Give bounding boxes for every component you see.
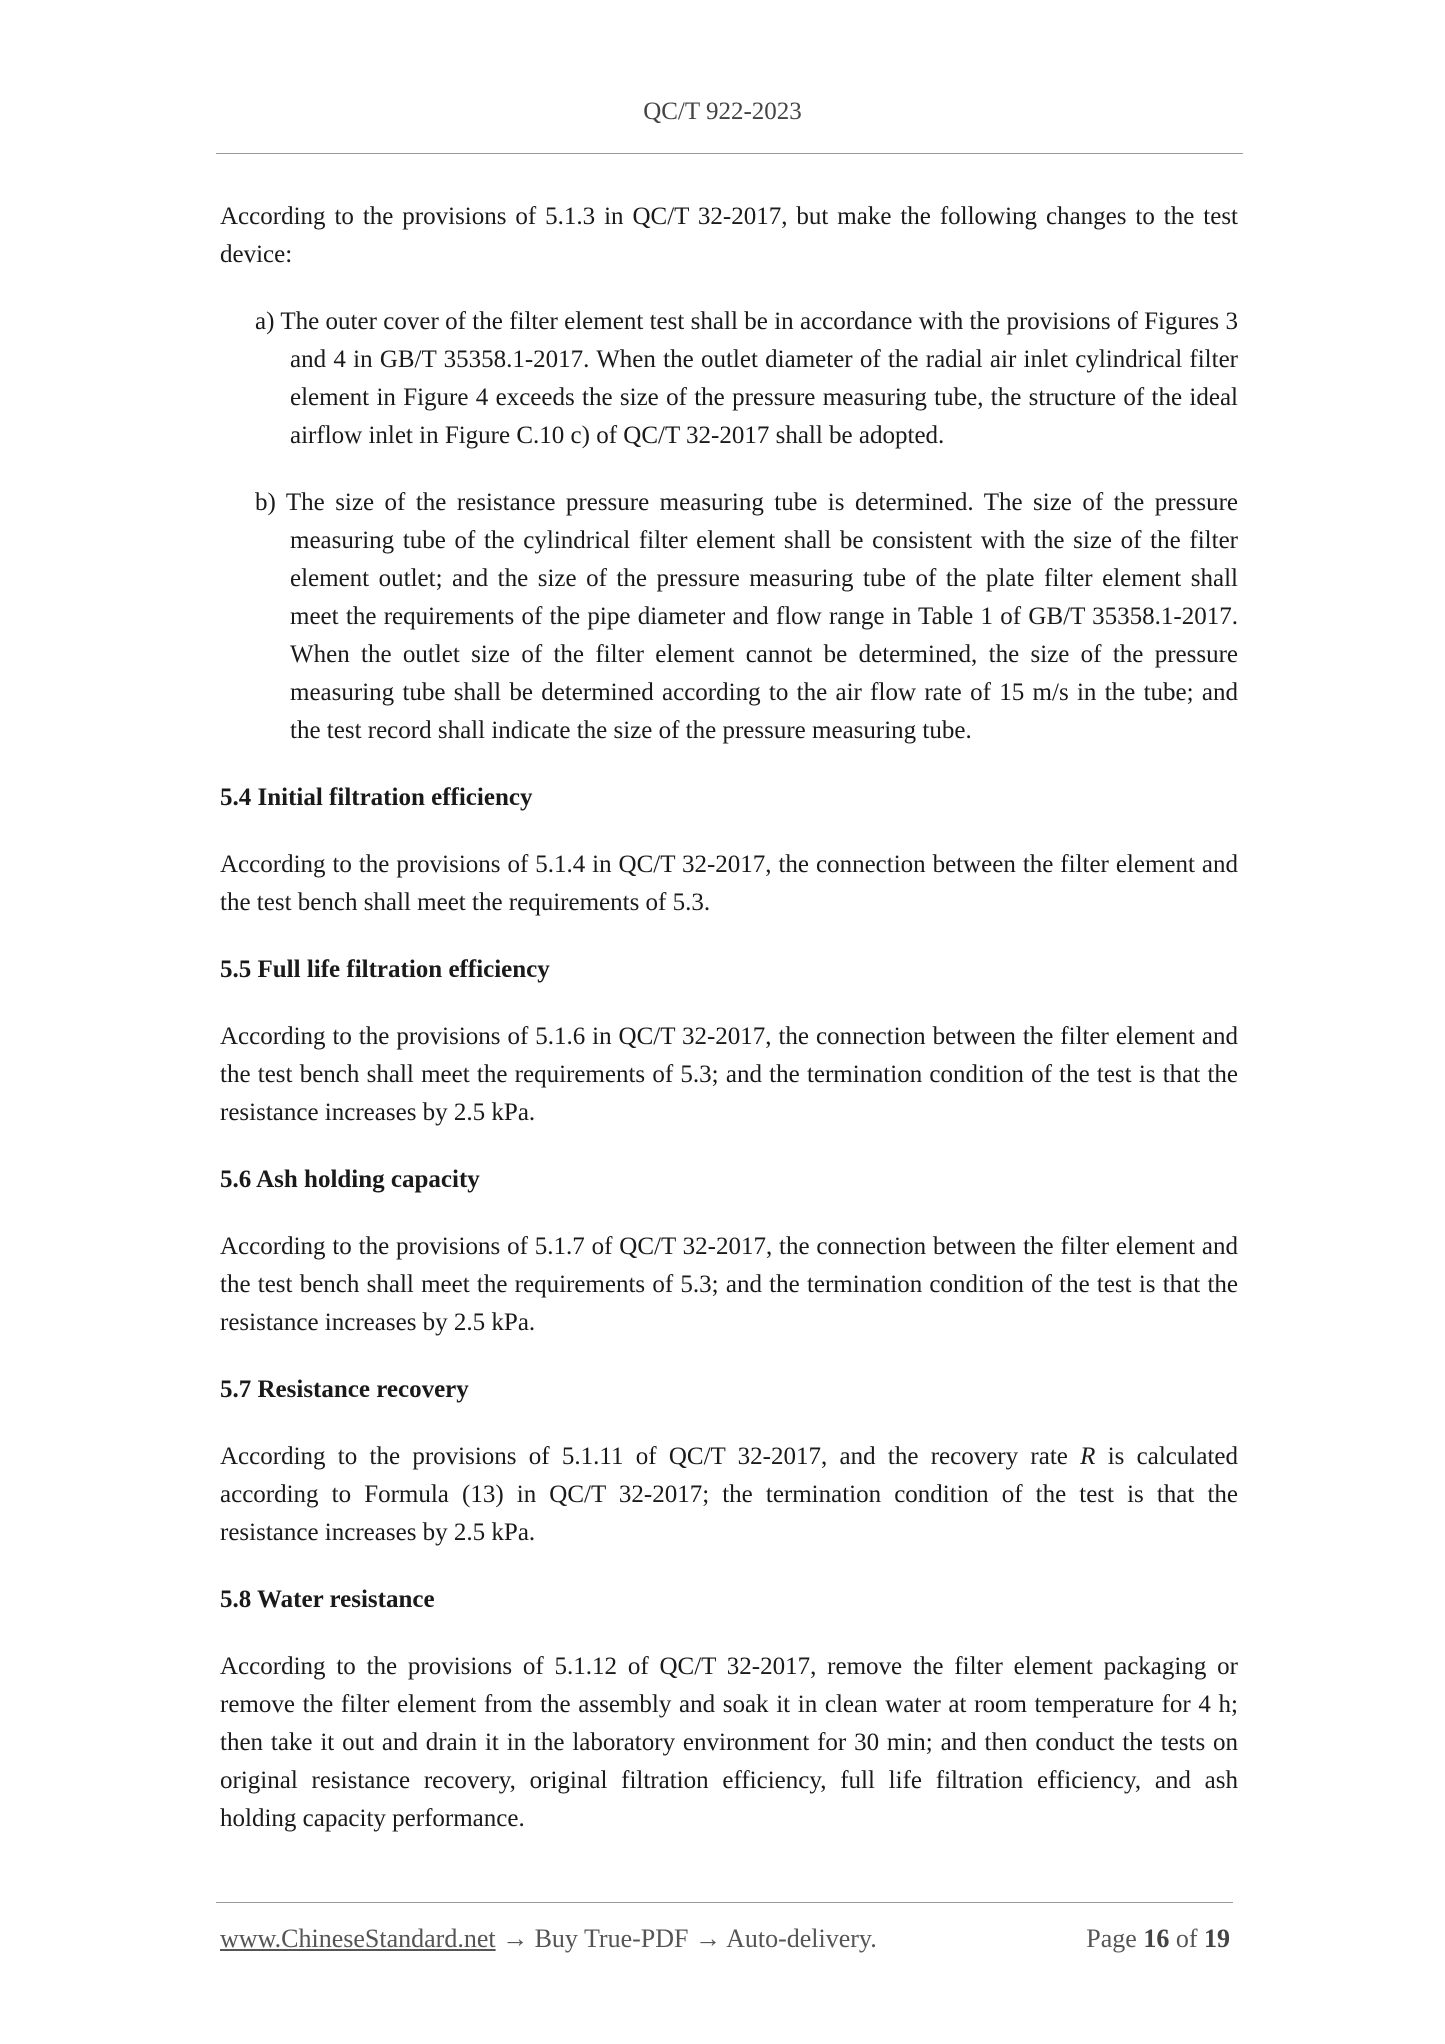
section-body-5-8: According to the provisions of 5.1.12 of QC/T 32-2017, remove the filter element packaging or remove the filter element from the assembly and soak it in clean water at room temperature for 4 h; then take it out and drain it in the laboratory environment for 30 min; and then conduct the tests on original resistance recovery, original filtration efficiency, full life filtration efficiency, and ash holding capacity performance. <box>220 1653 1238 1832</box>
page-word: Page <box>1086 1924 1137 1953</box>
section-body-5-4: According to the provisions of 5.1.4 in QC/T 32-2017, the connection between the filter element and the test bench shall meet the requirements of 5.3. <box>220 851 1238 916</box>
document-body <box>220 198 1238 1867</box>
page-footer <box>220 1924 1230 1954</box>
section-heading-5-4: 5.4 Initial filtration efficiency <box>220 784 533 811</box>
section-body-5-7 <box>220 1438 1238 1552</box>
arrow-icon: → <box>502 1924 529 1953</box>
section-heading-5-7: 5.7 Resistance recovery <box>220 1376 469 1403</box>
list-item-b: b) The size of the resistance pressure measuring tube is determined. The size of the pressure measuring tube of the cylindrical filter element shall be consistent with the size of the filter element outlet; and the size of the pressure measuring tube of the plate filter element shall meet the requirements of the pipe diameter and flow range in Table 1 of GB/T 35358.1-2017. When the outlet size of the filter element cannot be determined, the size of the pressure measuring tube shall be determined according to the air flow rate of 15 m/s in the tube; and the test record shall indicate the size of the pressure measuring tube. <box>255 489 1238 744</box>
total-pages: 19 <box>1204 1924 1230 1953</box>
auto-delivery-text: Auto-delivery. <box>726 1924 877 1953</box>
intro-paragraph: According to the provisions of 5.1.3 in QC/T 32-2017, but make the following changes to the test device: <box>220 203 1238 268</box>
variable-r: R <box>1080 1443 1096 1470</box>
page-header-title: QC/T 922-2023 <box>643 98 802 125</box>
section-body-5-5: According to the provisions of 5.1.6 in QC/T 32-2017, the connection between the filter element and the test bench shall meet the requirements of 5.3; and the termination condition of the test is that the resistance increases by 2.5 kPa. <box>220 1023 1238 1126</box>
footer-divider <box>216 1902 1233 1903</box>
section-heading-5-6: 5.6 Ash holding capacity <box>220 1166 480 1193</box>
body-text-part: is calculated according to Formula (13) in QC/T 32-2017; the termination condition of the test is that the resistance increases by 2.5 kPa. <box>220 1443 1238 1546</box>
section-body-5-6: According to the provisions of 5.1.7 of QC/T 32-2017, the connection between the filter element and the test bench shall meet the requirements of 5.3; and the termination condition of the test is that the resistance increases by 2.5 kPa. <box>220 1233 1238 1336</box>
page-number <box>1086 1924 1230 1954</box>
website-link[interactable]: www.ChineseStandard.net <box>220 1924 496 1953</box>
section-heading-5-8: 5.8 Water resistance <box>220 1586 435 1613</box>
list-item-a: a) The outer cover of the filter element test shall be in accordance with the provisions of Figures 3 and 4 in GB/T 35358.1-2017. When the outlet diameter of the radial air inlet cylindrical filter element in Figure 4 exceeds the size of the pressure measuring tube, the structure of the ideal airflow inlet in Figure C.10 c) of QC/T 32-2017 shall be adopted. <box>255 308 1238 449</box>
arrow-icon: → <box>695 1924 721 1953</box>
section-heading-5-5: 5.5 Full life filtration efficiency <box>220 956 550 983</box>
buy-pdf-text: Buy True-PDF <box>534 1924 689 1953</box>
current-page: 16 <box>1143 1924 1170 1953</box>
of-word: of <box>1175 1924 1198 1953</box>
body-text-part: According to the provisions of 5.1.11 of QC/T 32-2017, and the recovery rate <box>220 1443 1081 1470</box>
header-divider <box>216 153 1243 154</box>
